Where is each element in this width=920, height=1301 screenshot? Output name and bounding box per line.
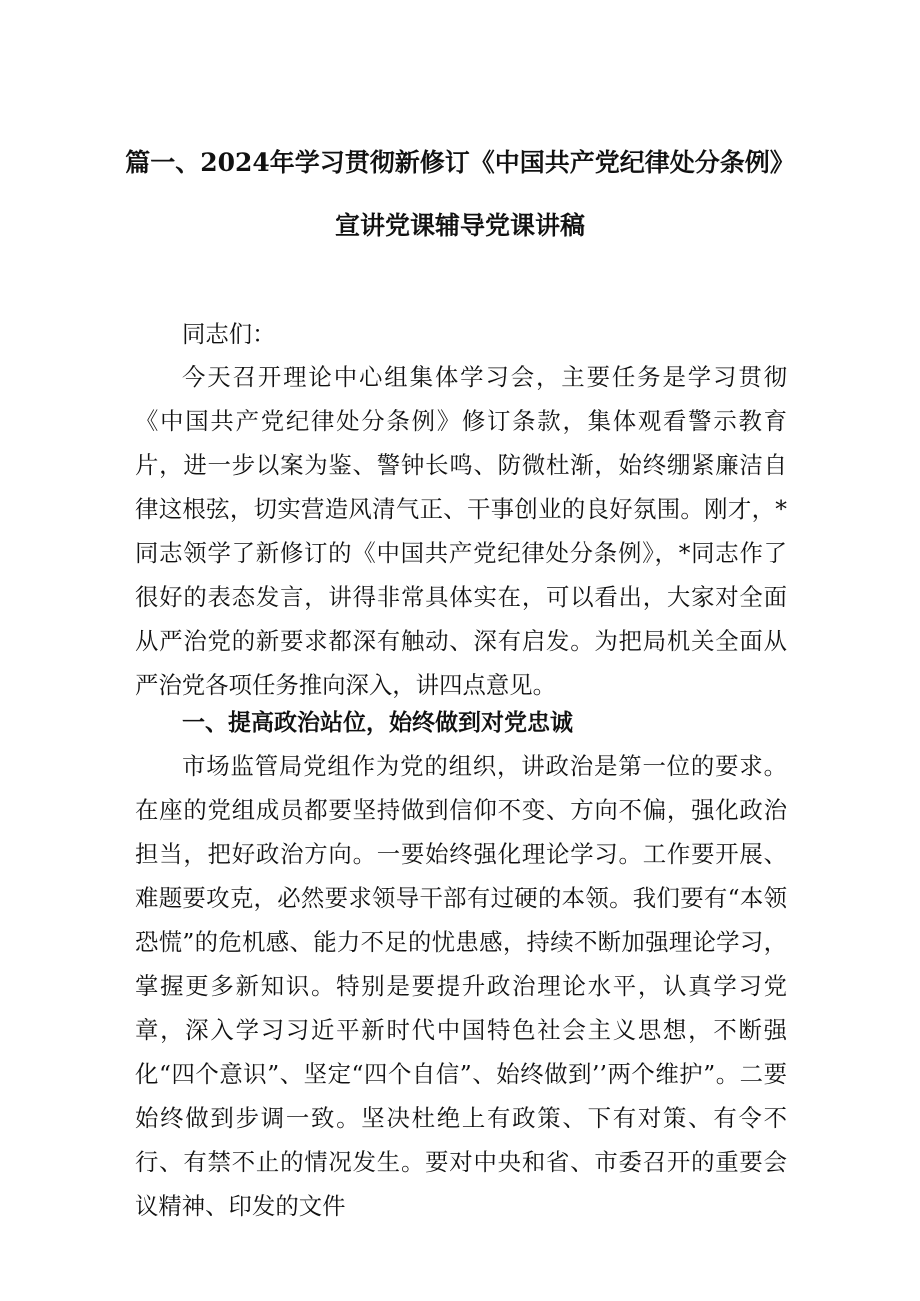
greeting: 同志们： bbox=[182, 320, 276, 348]
section-1-paragraph: 市场监管局党组作为党的组织，讲政治是第一位的要求。在座的党组成员都要坚持做到信仰不变、方向不偏，强化政治担当，把好政治方向。一要始终强化理论学习。工作要开展、难题要攻克，必然要求领导干部有过硬的本领。我们要有“本领恐慌”的危机感、能力不足的忧患感，持续不断加强理论学习，掌握更多新知识。特别是要提升政治理论水平，认真学习党章，深入学习习近平新时代中国特色社会主义思想，不断强化“四个意识”、坚定“四个自信”、始终做到’’两个维护”。二要始终做到步调一致。坚决杜绝上有政策、下有对策、有令不行、有禁不止的情况发生。要对中央和省、市委召开的重要会议精神、印发的文件 bbox=[135, 752, 787, 1220]
opening-paragraph: 今天召开理论中心组集体学习会，主要任务是学习贯彻《中国共产党纪律处分条例》修订条款，集体观看警示教育片，进一步以案为鉴、警钟长鸣、防微杜渐，始终绷紧廉洁自律这根弦，切实营造风清气正、干事创业的良好氛围。刚才，*同志领学了新修订的《中国共产党纪律处分条例》，*同志作了很好的表态发言，讲得非常具体实在，可以看出，大家对全面从严治党的新要求都深有触动、深有启发。为把局机关全面从严治党各项任务推向深入，讲四点意见。 bbox=[135, 363, 787, 699]
document-title-line-1: 篇一、2024年学习贯彻新修订《中国共产党纪律处分条例》 bbox=[125, 148, 795, 177]
document-title-line-2: 宣讲党课辅导党课讲稿 bbox=[334, 211, 585, 240]
section-heading-1: 一、提高政治站位，始终做到对党忠诚 bbox=[182, 710, 573, 736]
